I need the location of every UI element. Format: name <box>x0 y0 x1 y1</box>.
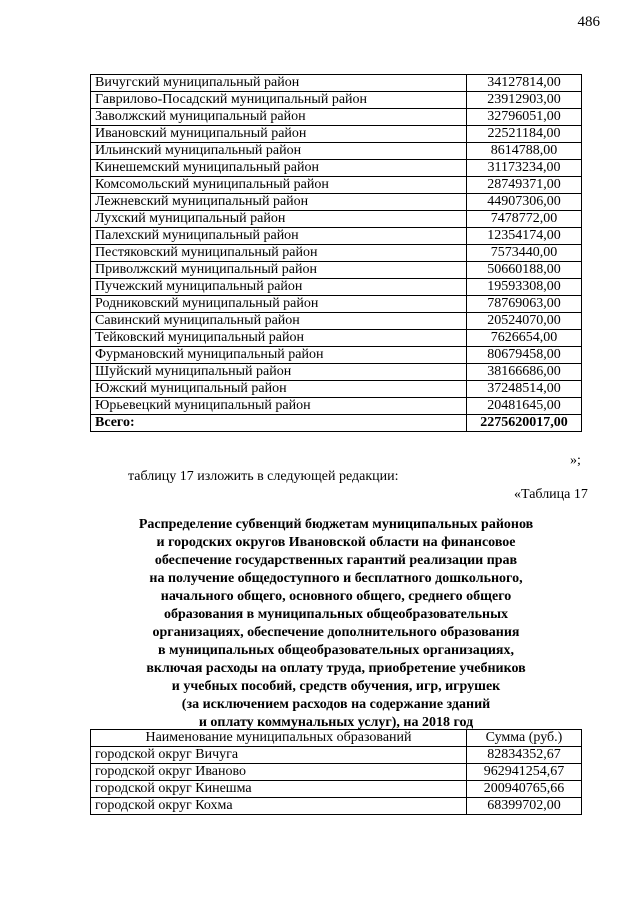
table-row <box>91 211 582 228</box>
city-districts-table <box>90 729 582 815</box>
table-row <box>91 92 582 109</box>
row-amount-cell: 7626654,00 <box>467 330 582 347</box>
table-row <box>91 126 582 143</box>
row-name-cell: Шуйский муниципальный район <box>91 364 467 381</box>
table-row <box>91 109 582 126</box>
row-name-cell: городской округ Кохма <box>91 798 467 815</box>
row-amount-cell: 20524070,00 <box>467 313 582 330</box>
row-name-cell: Ивановский муниципальный район <box>91 126 467 143</box>
row-amount-cell: 37248514,00 <box>467 381 582 398</box>
table-caption-label: «Таблица 17 <box>514 487 588 502</box>
row-amount-cell: 2275620017,00 <box>467 415 582 432</box>
row-amount-cell: 7573440,00 <box>467 245 582 262</box>
table-row <box>91 143 582 160</box>
table-row <box>91 764 582 781</box>
row-name-cell: Родниковский муниципальный район <box>91 296 467 313</box>
table-row <box>91 75 582 92</box>
table-row <box>91 160 582 177</box>
row-name-cell: Ильинский муниципальный район <box>91 143 467 160</box>
table-row <box>91 364 582 381</box>
heading-line: и учебных пособий, средств обучения, игр, игрушек <box>171 679 501 694</box>
row-amount-cell: 50660188,00 <box>467 262 582 279</box>
heading-line: (за исключением расходов на содержание зданий <box>181 697 491 712</box>
row-amount-cell: 19593308,00 <box>467 279 582 296</box>
heading-line: начального общего, основного общего, среднего общего <box>160 589 512 604</box>
heading-line: включая расходы на оплату труда, приобретение учебников <box>146 661 526 676</box>
row-name-cell: Кинешемский муниципальный район <box>91 160 467 177</box>
table-row <box>91 296 582 313</box>
row-amount-cell: 7478772,00 <box>467 211 582 228</box>
table-row <box>91 798 582 815</box>
heading-line: на получение общедоступного и бесплатного дошкольного, <box>149 571 523 586</box>
table-row <box>91 228 582 245</box>
row-name-cell: Заволжский муниципальный район <box>91 109 467 126</box>
table-row <box>91 313 582 330</box>
heading-line: Распределение субвенций бюджетам муниципальных районов <box>138 517 534 532</box>
table-row <box>91 747 582 764</box>
row-name-cell: Палехский муниципальный район <box>91 228 467 245</box>
column-header-amount: Сумма (руб.) <box>467 730 582 747</box>
table-row <box>91 781 582 798</box>
row-amount-cell: 8614788,00 <box>467 143 582 160</box>
total-row <box>91 415 582 432</box>
row-name-cell: Всего: <box>91 415 467 432</box>
row-name-cell: Фурмановский муниципальный район <box>91 347 467 364</box>
heading-line: и оплату коммунальных услуг), на 2018 год <box>198 715 474 730</box>
row-name-cell: Гаврилово-Посадский муниципальный район <box>91 92 467 109</box>
table-row <box>91 194 582 211</box>
row-name-cell: Савинский муниципальный район <box>91 313 467 330</box>
row-amount-cell: 44907306,00 <box>467 194 582 211</box>
row-amount-cell: 78769063,00 <box>467 296 582 313</box>
row-name-cell: городской округ Иваново <box>91 764 467 781</box>
row-name-cell: Тейковский муниципальный район <box>91 330 467 347</box>
row-amount-cell: 962941254,67 <box>467 764 582 781</box>
row-amount-cell: 68399702,00 <box>467 798 582 815</box>
heading-line: образования в муниципальных общеобразовательных <box>163 607 509 622</box>
table-row <box>91 381 582 398</box>
row-amount-cell: 32796051,00 <box>467 109 582 126</box>
row-amount-cell: 200940765,66 <box>467 781 582 798</box>
table-row <box>91 398 582 415</box>
row-amount-cell: 80679458,00 <box>467 347 582 364</box>
row-name-cell: Комсомольский муниципальный район <box>91 177 467 194</box>
row-name-cell: Лежневский муниципальный район <box>91 194 467 211</box>
row-name-cell: Приволжский муниципальный район <box>91 262 467 279</box>
row-amount-cell: 31173234,00 <box>467 160 582 177</box>
row-name-cell: Пестяковский муниципальный район <box>91 245 467 262</box>
row-amount-cell: 12354174,00 <box>467 228 582 245</box>
table-header-row <box>91 730 582 747</box>
closing-quote: »; <box>570 453 581 468</box>
heading-line: организациях, обеспечение дополнительного образования <box>152 625 520 640</box>
row-amount-cell: 34127814,00 <box>467 75 582 92</box>
row-amount-cell: 22521184,00 <box>467 126 582 143</box>
row-name-cell: городской округ Вичуга <box>91 747 467 764</box>
table-row <box>91 330 582 347</box>
table-row <box>91 347 582 364</box>
column-header-name: Наименование муниципальных образований <box>91 730 467 747</box>
row-name-cell: Вичугский муниципальный район <box>91 75 467 92</box>
heading-line: обеспечение государственных гарантий реализации прав <box>154 553 518 568</box>
row-name-cell: городской округ Кинешма <box>91 781 467 798</box>
row-amount-cell: 23912903,00 <box>467 92 582 109</box>
heading-line: и городских округов Ивановской области на финансовое <box>156 535 516 550</box>
row-amount-cell: 20481645,00 <box>467 398 582 415</box>
row-amount-cell: 82834352,67 <box>467 747 582 764</box>
row-name-cell: Юрьевецкий муниципальный район <box>91 398 467 415</box>
districts-table <box>90 74 582 432</box>
table-row <box>91 279 582 296</box>
amendment-text: таблицу 17 изложить в следующей редакции: <box>128 469 399 484</box>
table-heading <box>90 516 582 732</box>
table-row <box>91 177 582 194</box>
row-name-cell: Пучежский муниципальный район <box>91 279 467 296</box>
row-name-cell: Лухский муниципальный район <box>91 211 467 228</box>
row-name-cell: Южский муниципальный район <box>91 381 467 398</box>
row-amount-cell: 28749371,00 <box>467 177 582 194</box>
table-row <box>91 262 582 279</box>
row-amount-cell: 38166686,00 <box>467 364 582 381</box>
table-row <box>91 245 582 262</box>
heading-line: в муниципальных общеобразовательных организациях, <box>158 643 514 658</box>
page-number: 486 <box>577 14 600 30</box>
